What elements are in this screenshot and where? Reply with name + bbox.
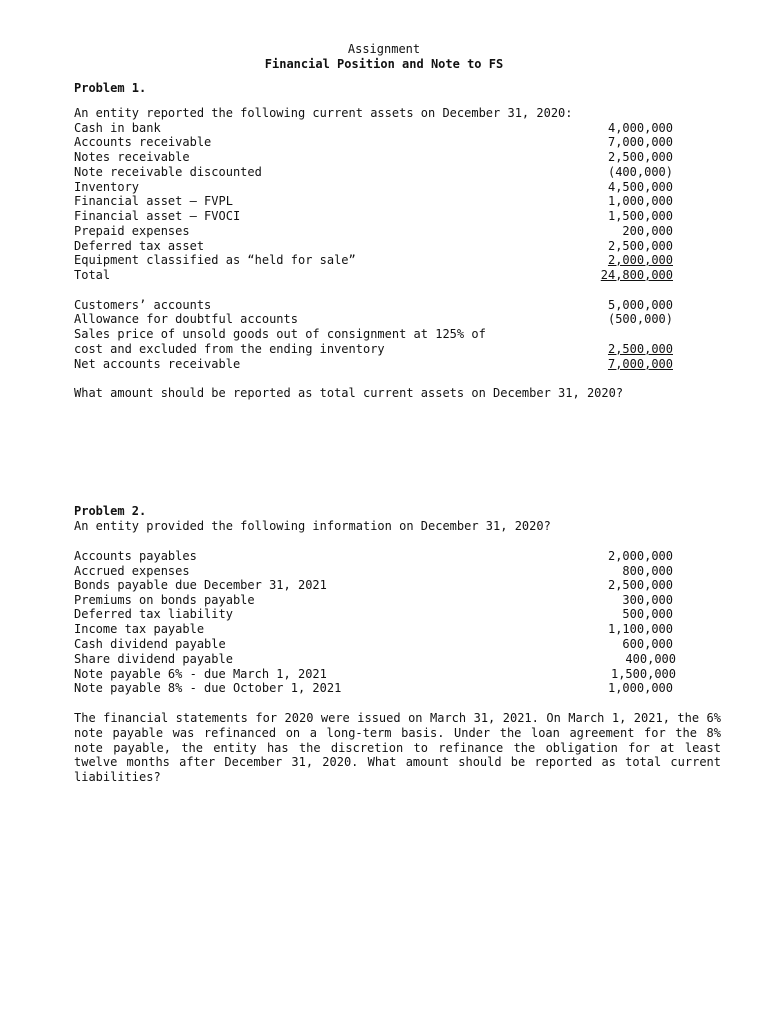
liability-amount: 800,000 <box>622 564 673 578</box>
liability-amount: 1,000,000 <box>607 681 673 695</box>
problem2-question: The financial statements for 2020 were issued on March 31, 2021. On March 1, 2021, the 6% note payable was refinanced on a long-term basis. Under the loan agreement for the 8% note payable, the entity has the discretion to refinance the obligation for at least twelve months after December 31, 2020. What amount should be reported as total current liabilities? <box>74 711 721 785</box>
asset-label: Note receivable discounted <box>74 165 262 179</box>
liability-label: Accrued expenses <box>74 564 190 578</box>
asset-label: Accounts receivable <box>74 135 212 149</box>
problem2-heading: Problem 2. <box>74 504 147 518</box>
asset-amount: 200,000 <box>622 224 673 238</box>
liability-amount: 2,000,000 <box>607 549 673 563</box>
liability-amount: 400,000 <box>625 652 676 666</box>
asset-amount: 2,000,000 <box>607 253 673 267</box>
problem2-intro: An entity provided the following information on December 31, 2020? <box>74 519 551 533</box>
asset-label: Cash in bank <box>74 121 161 135</box>
asset-label: Financial asset – FVPL <box>74 194 233 208</box>
liability-label: Bonds payable due December 31, 2021 <box>74 578 327 592</box>
liability-amount: 300,000 <box>622 593 673 607</box>
problem1-question: What amount should be reported as total current assets on December 31, 2020? <box>74 386 624 400</box>
receivable-amount: 5,000,000 <box>607 298 673 312</box>
asset-amount: 4,500,000 <box>607 180 673 194</box>
document-title: Assignment <box>347 42 421 56</box>
liability-amount: 1,100,000 <box>607 622 673 636</box>
receivable-label: Sales price of unsold goods out of consignment at 125% of <box>74 327 486 341</box>
receivable-label: cost and excluded from the ending inventory <box>74 342 385 356</box>
asset-label: Inventory <box>74 180 140 194</box>
asset-amount: 1,500,000 <box>607 209 673 223</box>
asset-total-label: Total <box>74 268 111 282</box>
asset-amount: (400,000) <box>607 165 673 179</box>
receivable-label: Allowance for doubtful accounts <box>74 312 298 326</box>
asset-amount: 1,000,000 <box>607 194 673 208</box>
asset-amount: 2,500,000 <box>607 239 673 253</box>
asset-label: Financial asset – FVOCI <box>74 209 241 223</box>
asset-label: Notes receivable <box>74 150 190 164</box>
asset-label: Prepaid expenses <box>74 224 190 238</box>
receivable-total-label: Net accounts receivable <box>74 357 241 371</box>
liability-label: Income tax payable <box>74 622 205 636</box>
document-subtitle: Financial Position and Note to FS <box>264 57 504 71</box>
problem1-intro: An entity reported the following current assets on December 31, 2020: <box>74 106 573 120</box>
liability-label: Deferred tax liability <box>74 607 233 621</box>
receivable-label: Customers’ accounts <box>74 298 212 312</box>
liability-label: Note payable 8% - due October 1, 2021 <box>74 681 342 695</box>
liability-label: Premiums on bonds payable <box>74 593 255 607</box>
liability-label: Accounts payables <box>74 549 197 563</box>
receivable-amount: 2,500,000 <box>607 342 673 356</box>
asset-label: Deferred tax asset <box>74 239 205 253</box>
asset-total-amount: 24,800,000 <box>600 268 673 282</box>
receivable-total-amount: 7,000,000 <box>607 357 673 371</box>
liability-amount: 600,000 <box>622 637 673 651</box>
liability-label: Cash dividend payable <box>74 637 226 651</box>
liability-amount: 1,500,000 <box>610 667 676 681</box>
asset-amount: 2,500,000 <box>607 150 673 164</box>
asset-amount: 7,000,000 <box>607 135 673 149</box>
asset-amount: 4,000,000 <box>607 121 673 135</box>
liability-amount: 500,000 <box>622 607 673 621</box>
problem1-heading: Problem 1. <box>74 81 147 95</box>
liability-label: Note payable 6% - due March 1, 2021 <box>74 667 327 681</box>
liability-amount: 2,500,000 <box>607 578 673 592</box>
receivable-amount: (500,000) <box>607 312 673 326</box>
liability-label: Share dividend payable <box>74 652 233 666</box>
asset-label: Equipment classified as “held for sale” <box>74 253 356 267</box>
